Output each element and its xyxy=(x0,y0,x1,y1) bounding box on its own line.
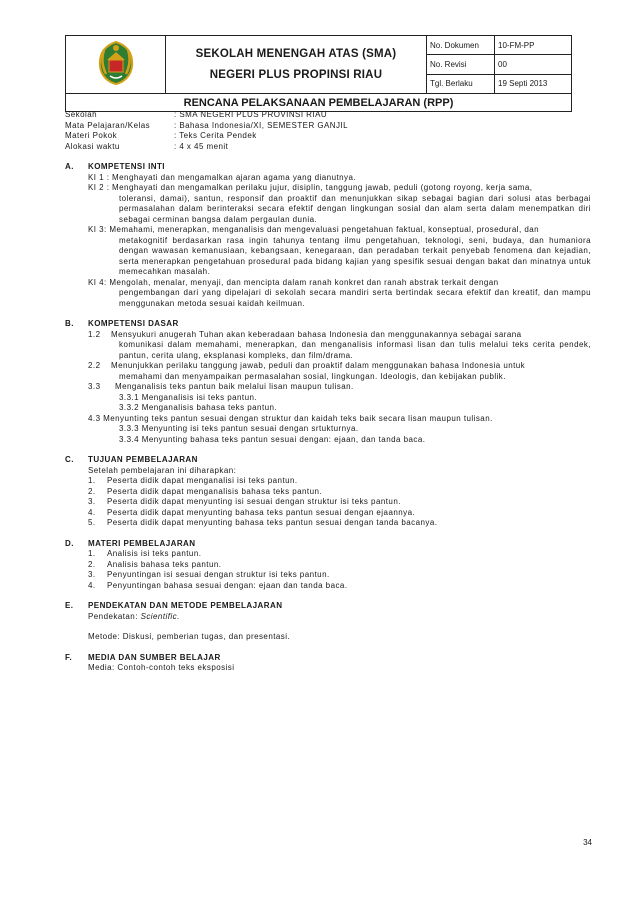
kd-number: 3.3 xyxy=(88,382,101,391)
school-name-cell xyxy=(166,36,427,94)
identity-row xyxy=(65,121,595,132)
identity-row xyxy=(65,110,595,121)
ki4-head: KI 4: Mengolah, menalar, menyaji, dan mencipta dalam ranah konkret dan ranah abstrak terkait dengan xyxy=(88,277,499,287)
objective-item xyxy=(65,518,595,529)
school-name-line2: NEGERI PLUS PROPINSI RIAU xyxy=(209,68,383,81)
identity-row xyxy=(65,142,595,153)
item-number: 1. xyxy=(88,549,96,558)
section-letter: E. xyxy=(65,601,74,610)
kd-item: 4.3 Menyunting teks pantun sesuai dengan struktur dan kaidah teks baik secara lisan maupun tulisan. xyxy=(88,413,493,423)
doc-no-label: No. Dokumen xyxy=(427,36,495,55)
valid-date-value: 19 Septi 2013 xyxy=(495,74,572,93)
school-name-line1: SEKOLAH MENENGAH ATAS (SMA) xyxy=(195,47,397,60)
section-title: MEDIA DAN SUMBER BELAJAR xyxy=(88,652,221,662)
section-d-heading xyxy=(65,539,595,550)
objective-item xyxy=(65,497,595,508)
identity-label: Materi Pokok xyxy=(65,131,118,140)
item-text: Peserta didik dapat menganalisi isi teks pantun. xyxy=(107,476,298,485)
item-text: Penyuntingan bahasa sesuai dengan: ejaan dan tanda baca. xyxy=(107,580,348,590)
item-number: 4. xyxy=(88,580,96,590)
material-item xyxy=(65,581,595,592)
section-f-heading xyxy=(65,653,595,664)
ki3-cont: metakognitif berdasarkan rasa ingin tahunya tentang ilmu pengetahuan, teknologi, seni, budaya, dan humaniora dengan wawasan kemanusiaan, kebangsaan, kenegaraan, dan peradaban terkait penyebab fenomena dan kejadian, serta menerapkan pengetahuan prosedural pada bidang kajian yang spesifik sesuai dengan bakat dan minatnya untuk memecahkan masalah. xyxy=(119,235,591,276)
document-body xyxy=(65,110,595,674)
section-e-heading xyxy=(65,601,595,612)
kd-subitem: 3.3.1 Menganalisis isi teks pantun. xyxy=(119,392,258,402)
kd-text: Menunjukkan perilaku tanggung jawab, peduli dan proaktif dalam menggunakan bahasa Indonesia untuk xyxy=(111,361,526,370)
revision-value: 00 xyxy=(495,55,572,74)
document-header xyxy=(65,35,572,112)
riau-emblem-icon xyxy=(90,36,142,88)
item-number: 3. xyxy=(88,497,96,506)
kd-subitem: 3.3.3 Menyunting isi teks pantun sesuai dengan srtukturnya. xyxy=(119,424,359,433)
ki3-head: KI 3: Memahami, menerapkan, menganalisis dan mengevaluasi pengetahuan faktual, konseptual, prosedural, dan xyxy=(88,225,540,234)
identity-label: Mata Pelajaran/Kelas xyxy=(65,120,151,130)
page-number: 34 xyxy=(583,838,592,847)
kd-item xyxy=(65,361,595,372)
identity-value: : Teks Cerita Pendek xyxy=(174,131,257,140)
identity-label: Sekolah xyxy=(65,110,98,119)
kd-subitem: 3.3.2 Menganalisis bahasa teks pantun. xyxy=(119,403,278,412)
kd-subitem: 3.3.4 Menyunting bahasa teks pantun sesuai dengan: ejaan, dan tanda baca. xyxy=(119,434,426,444)
item-number: 4. xyxy=(88,507,96,517)
approach-label: Pendekatan: xyxy=(88,611,141,621)
kd-item xyxy=(65,382,595,393)
doc-no-value: 10-FM-PP xyxy=(495,36,572,55)
section-letter: F. xyxy=(65,652,73,662)
item-number: 2. xyxy=(88,559,96,569)
kd-number: 2.2 xyxy=(88,361,101,370)
kd-text: Menganalisis teks pantun baik melalui lisan maupun tulisan. xyxy=(115,382,354,391)
method-line: Metode: Diskusi, pemberian tugas, dan presentasi. xyxy=(88,632,291,641)
section-letter: C. xyxy=(65,455,74,464)
kd-cont: komunikasi dalam memahami, menerapkan, dan menganalisis informasi lisan dan tulis melalui teks cerita pendek, pantun, cerita ulang, eksplanasi kompleks, dan film/drama. xyxy=(119,340,591,360)
section-title: KOMPETENSI DASAR xyxy=(88,319,179,328)
kd-number: 1.2 xyxy=(88,329,101,339)
valid-date-label: Tgl. Berlaku xyxy=(427,74,495,93)
approach-value: Scientific. xyxy=(140,611,180,621)
identity-value: : 4 x 45 menit xyxy=(174,141,229,151)
objective-item xyxy=(65,476,595,487)
material-item xyxy=(65,570,595,581)
section-letter: D. xyxy=(65,538,74,548)
objective-item xyxy=(65,487,595,498)
section-title: TUJUAN PEMBELAJARAN xyxy=(88,455,198,464)
section-letter: B. xyxy=(65,319,74,328)
kd-cont: memahami dan menyampaikan permasalahan sosial, lingkungan. Ideologis, dan kebijakan publik. xyxy=(119,371,506,381)
item-text: Peserta didik dapat menyunting bahasa teks pantun sesuai dengan ejaannya. xyxy=(107,507,416,517)
objective-item xyxy=(65,508,595,519)
item-text: Peserta didik dapat menyunting isi sesuai dengan struktur isi teks pantun. xyxy=(107,497,401,506)
section-c-heading xyxy=(65,455,595,466)
item-number: 2. xyxy=(88,486,96,496)
identity-row xyxy=(65,131,595,142)
material-item xyxy=(65,560,595,571)
ki2-cont: toleransi, damai), santun, responsif dan proaktif dan menunjukkan sikap sebagai bagian dari solusi atas berbagai permasalahan dalam berinteraksi secara efektif dengan lingkungan sosial dan alam serta dalam menempatkan diri sebagai cerminan bangsa dalam pergaulan dunia. xyxy=(119,193,591,224)
item-number: 5. xyxy=(88,518,96,527)
approach-line xyxy=(65,612,595,623)
identity-value: : Bahasa Indonesia/XI, SEMESTER GANJIL xyxy=(174,120,349,130)
item-text: Peserta didik dapat menganalisis bahasa teks pantun. xyxy=(107,486,323,496)
section-title: PENDEKATAN DAN METODE PEMBELAJARAN xyxy=(88,601,283,610)
objective-intro: Setelah pembelajaran ini diharapkan: xyxy=(88,465,237,475)
ki4-cont: pengembangan dari yang dipelajari di sekolah secara mandiri serta bertindak secara efektif dan kreatif, dan mampu menggunakan metoda sesuai kaidah keilmuan. xyxy=(119,288,591,308)
logo-cell xyxy=(66,36,166,94)
item-text: Analisis bahasa teks pantun. xyxy=(107,559,222,569)
identity-value: : SMA NEGERI PLUS PROVINSI RIAU xyxy=(174,110,328,119)
item-text: Analisis isi teks pantun. xyxy=(107,549,202,558)
kd-text: Mensyukuri anugerah Tuhan akan keberadaan bahasa Indonesia dan menggunakannya sebagai sarana xyxy=(111,329,522,339)
kd-item xyxy=(65,330,595,341)
section-b-heading xyxy=(65,319,595,330)
ki1-line: KI 1 : Menghayati dan mengamalkan ajaran agama yang dianutnya. xyxy=(88,172,357,182)
item-text: Penyuntingan isi sesuai dengan struktur isi teks pantun. xyxy=(107,570,330,579)
section-title: MATERI PEMBELAJARAN xyxy=(88,538,196,548)
item-number: 3. xyxy=(88,570,96,579)
item-number: 1. xyxy=(88,476,96,485)
section-letter: A. xyxy=(65,162,74,171)
document-title: RENCANA PELAKSANAAN PEMBELAJARAN (RPP) xyxy=(66,94,572,112)
item-text: Peserta didik dapat menyunting bahasa teks pantun sesuai dengan tanda bacanya. xyxy=(107,518,438,527)
section-title: KOMPETENSI INTI xyxy=(88,162,165,171)
ki2-head: KI 2 : Menghayati dan mengamalkan perilaku jujur, disiplin, tanggung jawab, peduli (gotong royong, kerja sama, xyxy=(88,183,533,192)
section-a-heading xyxy=(65,162,595,173)
identity-label: Alokasi waktu xyxy=(65,141,120,151)
media-line: Media: Contoh-contoh teks eksposisi xyxy=(88,663,235,672)
material-item xyxy=(65,549,595,560)
revision-label: No. Revisi xyxy=(427,55,495,74)
